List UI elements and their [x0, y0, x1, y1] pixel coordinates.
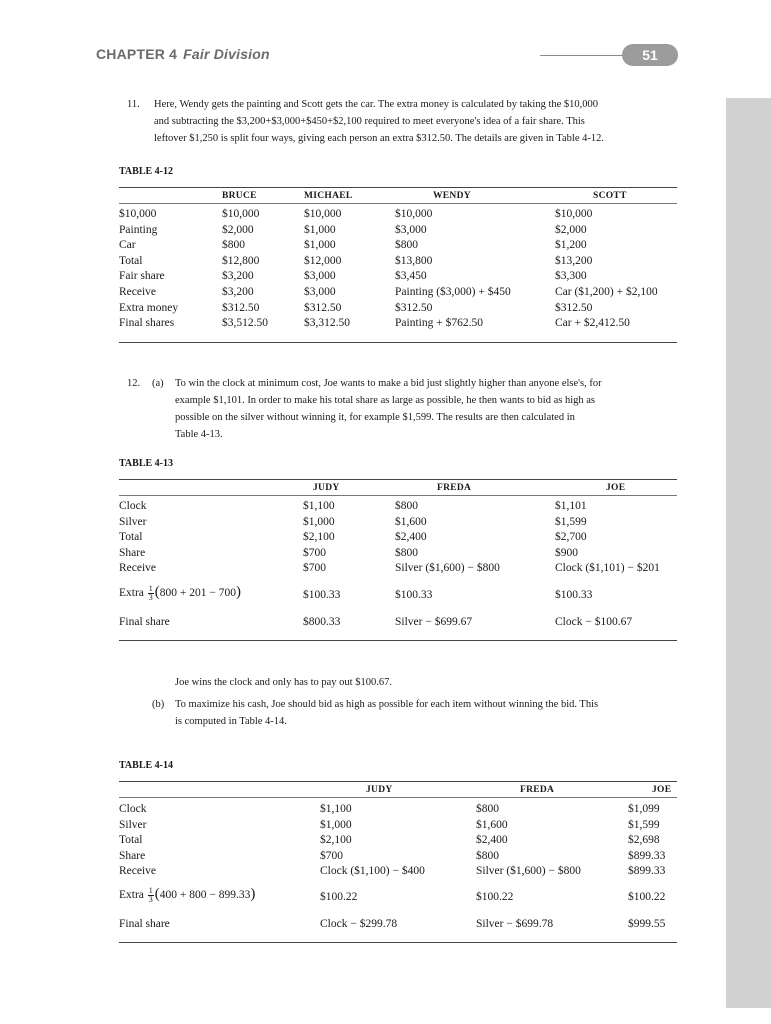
- cell: $10,000: [555, 208, 593, 220]
- cell: $13,200: [555, 254, 593, 267]
- column-header: WENDY: [433, 191, 471, 201]
- cell: $2,100: [320, 834, 352, 847]
- column-joe: [555, 499, 660, 577]
- cell: Painting ($3,000) + $450: [395, 285, 511, 298]
- cell: $1,101: [555, 500, 587, 512]
- cell: $312.50: [222, 301, 260, 314]
- cell: $700: [320, 849, 343, 862]
- extra-row-label: Extra $\frac{1}{3}$ (800 + 201 − 700): [119, 584, 242, 602]
- row-label: Share: [119, 849, 146, 862]
- row-label: Silver: [119, 818, 147, 831]
- fraction-denominator: 3: [148, 895, 153, 904]
- cell: $999.55: [628, 918, 666, 930]
- column-judy: [320, 802, 425, 880]
- column-scott: [555, 207, 658, 332]
- row-label: $10,000: [119, 208, 157, 220]
- row-label: Receive: [119, 865, 157, 878]
- cell: $10,000: [222, 208, 260, 220]
- cell: $3,300: [555, 270, 587, 283]
- fraction-denominator: 3: [148, 593, 153, 602]
- cell: $12,800: [222, 254, 260, 267]
- row-label: Extra: [119, 587, 144, 600]
- table-header-rule: [119, 203, 677, 204]
- cell: $1,100: [320, 803, 352, 815]
- cell: $100.22: [320, 891, 358, 903]
- cell: $100.33: [555, 589, 593, 601]
- column-header: JOE: [606, 483, 626, 493]
- table-header-rule: [119, 495, 677, 496]
- column-header: FREDA: [520, 785, 555, 795]
- row-label: Fair share: [119, 270, 165, 283]
- cell: $800.33: [303, 616, 341, 628]
- cell: $100.33: [395, 589, 433, 601]
- row-labels: [119, 802, 156, 880]
- row-label: Share: [119, 546, 146, 559]
- column-wendy: [395, 207, 511, 332]
- row-label: Extra money: [119, 301, 179, 314]
- cell: $3,200: [222, 270, 254, 283]
- fraction-numerator: 1: [148, 584, 153, 593]
- text-line: possible on the silver without winning it, for example $1,599. The results are then calculated in: [175, 412, 575, 423]
- column-judy: [303, 499, 335, 577]
- cell: $3,000: [395, 223, 427, 236]
- fraction-numerator: 1: [148, 886, 153, 895]
- cell: $10,000: [395, 208, 433, 220]
- cell: $3,200: [222, 285, 254, 298]
- cell: $899.33: [628, 865, 666, 878]
- table-label: TABLE 4-13: [119, 458, 173, 469]
- column-bruce: [222, 207, 268, 332]
- cell: $2,100: [303, 531, 335, 544]
- cell: $2,000: [222, 223, 254, 236]
- cell: $312.50: [555, 301, 593, 314]
- cell: $13,800: [395, 254, 433, 267]
- cell: $100.33: [303, 589, 341, 601]
- cell: $1,000: [304, 223, 336, 236]
- column-freda: [395, 499, 500, 577]
- cell: Car + $2,412.50: [555, 317, 630, 330]
- problem-11: [127, 96, 714, 147]
- row-label: Total: [119, 254, 143, 267]
- extra-row-label: Extra $\frac{1}{3}$ (400 + 800 − 899.33): [119, 886, 256, 904]
- problem-12b: [127, 696, 695, 730]
- cell: Clock − $100.67: [555, 616, 633, 628]
- cell: $2,400: [395, 531, 427, 544]
- cell: $3,450: [395, 270, 427, 283]
- cell: $1,000: [303, 515, 335, 528]
- table-label: TABLE 4-14: [119, 760, 173, 771]
- text-line: To win the clock at minimum cost, Joe wants to make a bid just slightly higher than anyone else's, for: [175, 378, 602, 389]
- row-label: Total: [119, 834, 143, 847]
- cell: Car ($1,200) + $2,100: [555, 285, 658, 298]
- column-header: MICHAEL: [304, 191, 353, 201]
- row-label: Silver: [119, 515, 147, 528]
- cell: $3,512.50: [222, 317, 268, 330]
- column-joe: [628, 802, 665, 880]
- row-label: Car: [119, 239, 136, 252]
- row-label: Receive: [119, 562, 157, 575]
- table-top-rule: [119, 479, 677, 480]
- table-bottom-rule: [119, 342, 677, 343]
- problem-12a: [127, 375, 695, 443]
- text-line: Table 4-13.: [175, 429, 223, 440]
- text-line: is computed in Table 4-14.: [175, 716, 287, 727]
- row-label: Painting: [119, 223, 158, 236]
- cell: $800: [476, 803, 499, 815]
- row-label: Final share: [119, 616, 170, 628]
- table-label: TABLE 4-12: [119, 166, 173, 177]
- page-number-badge: 51: [622, 44, 678, 66]
- text-line: example $1,101. In order to make his total share as large as possible, he then wants to bid as high as: [175, 395, 595, 406]
- cell: $10,000: [304, 208, 342, 220]
- cell: $312.50: [304, 301, 342, 314]
- cell: $800: [395, 239, 418, 252]
- cell: $1,599: [555, 515, 587, 528]
- cell: Silver ($1,600) − $800: [476, 865, 581, 878]
- column-michael: [304, 207, 350, 332]
- cell: $800: [395, 546, 418, 559]
- chapter-heading: [96, 46, 270, 62]
- part-label: (a): [152, 378, 164, 389]
- column-header: JUDY: [366, 785, 393, 795]
- row-label: Extra: [119, 889, 144, 902]
- cell: $312.50: [395, 301, 433, 314]
- cell: $3,000: [304, 285, 336, 298]
- expression: 400 + 800 − 899.33: [159, 889, 251, 902]
- row-label: Final shares: [119, 317, 175, 330]
- cell: $3,312.50: [304, 317, 350, 330]
- column-header: JOE: [652, 785, 672, 795]
- cell: $1,200: [555, 239, 587, 252]
- row-label: Receive: [119, 285, 157, 298]
- chapter-title: Fair Division: [183, 46, 270, 62]
- text-line: Here, Wendy gets the painting and Scott gets the car. The extra money is calculated by taking the $10,000: [154, 99, 599, 110]
- table-bottom-rule: [119, 942, 677, 943]
- cell: Clock − $299.78: [320, 918, 398, 930]
- cell: Painting + $762.50: [395, 317, 483, 330]
- cell: $1,599: [628, 818, 660, 831]
- fraction: [148, 887, 154, 904]
- cell: Silver − $699.78: [476, 918, 554, 930]
- problem-number: 12.: [127, 378, 141, 389]
- row-label: Clock: [119, 803, 147, 815]
- column-header: BRUCE: [222, 191, 257, 201]
- cell: $1,600: [476, 818, 508, 831]
- cell: $1,099: [628, 803, 660, 815]
- column-header: JUDY: [313, 483, 340, 493]
- text-line: leftover $1,250 is split four ways, giving each person an extra $312.50. The details are given in Table 4-12.: [154, 133, 604, 144]
- running-header: [96, 44, 680, 68]
- column-header: FREDA: [437, 483, 472, 493]
- expression: 800 + 201 − 700: [159, 587, 237, 600]
- cell: $800: [222, 239, 245, 252]
- row-label: Clock: [119, 500, 147, 512]
- cell: $2,000: [555, 223, 587, 236]
- cell: $2,698: [628, 834, 660, 847]
- cell: $100.22: [628, 891, 666, 903]
- row-label: Final share: [119, 918, 170, 930]
- problem-number: 11.: [127, 99, 140, 110]
- row-labels: [119, 207, 178, 332]
- text-line: To maximize his cash, Joe should bid as high as possible for each item without winning the bid. This: [175, 699, 599, 710]
- cell: $2,700: [555, 531, 587, 544]
- cell: $1,600: [395, 515, 427, 528]
- column-freda: [476, 802, 581, 880]
- cell: Silver ($1,600) − $800: [395, 562, 500, 575]
- cell: Clock ($1,101) − $201: [555, 562, 660, 575]
- cell: $1,000: [304, 239, 336, 252]
- table-top-rule: [119, 187, 677, 188]
- chapter-label: CHAPTER 4: [96, 46, 178, 62]
- cell: $800: [476, 849, 499, 862]
- column-header: SCOTT: [593, 191, 627, 201]
- cell: $700: [303, 546, 326, 559]
- header-rule: [540, 55, 626, 56]
- table-top-rule: [119, 781, 677, 782]
- cell: $800: [395, 500, 418, 512]
- cell: $1,000: [320, 818, 352, 831]
- cell: Silver − $699.67: [395, 616, 473, 628]
- cell: $899.33: [628, 849, 666, 862]
- cell: $700: [303, 562, 326, 575]
- part-label: (b): [152, 699, 165, 710]
- row-label: Total: [119, 531, 143, 544]
- cell: $1,100: [303, 500, 335, 512]
- note-line: Joe wins the clock and only has to pay out $100.67.: [175, 677, 392, 688]
- page-side-tab: [726, 98, 771, 1008]
- row-labels: [119, 499, 156, 577]
- cell: $3,000: [304, 270, 336, 283]
- cell: Clock ($1,100) − $400: [320, 865, 425, 878]
- cell: $900: [555, 546, 578, 559]
- cell: $100.22: [476, 891, 514, 903]
- fraction: [148, 585, 154, 602]
- cell: $12,000: [304, 254, 342, 267]
- text-line: and subtracting the $3,200+$3,000+$450+$2,100 required to meet everyone's idea of a fair share. This: [154, 116, 585, 127]
- cell: $2,400: [476, 834, 508, 847]
- table-header-rule: [119, 797, 677, 798]
- table-bottom-rule: [119, 640, 677, 641]
